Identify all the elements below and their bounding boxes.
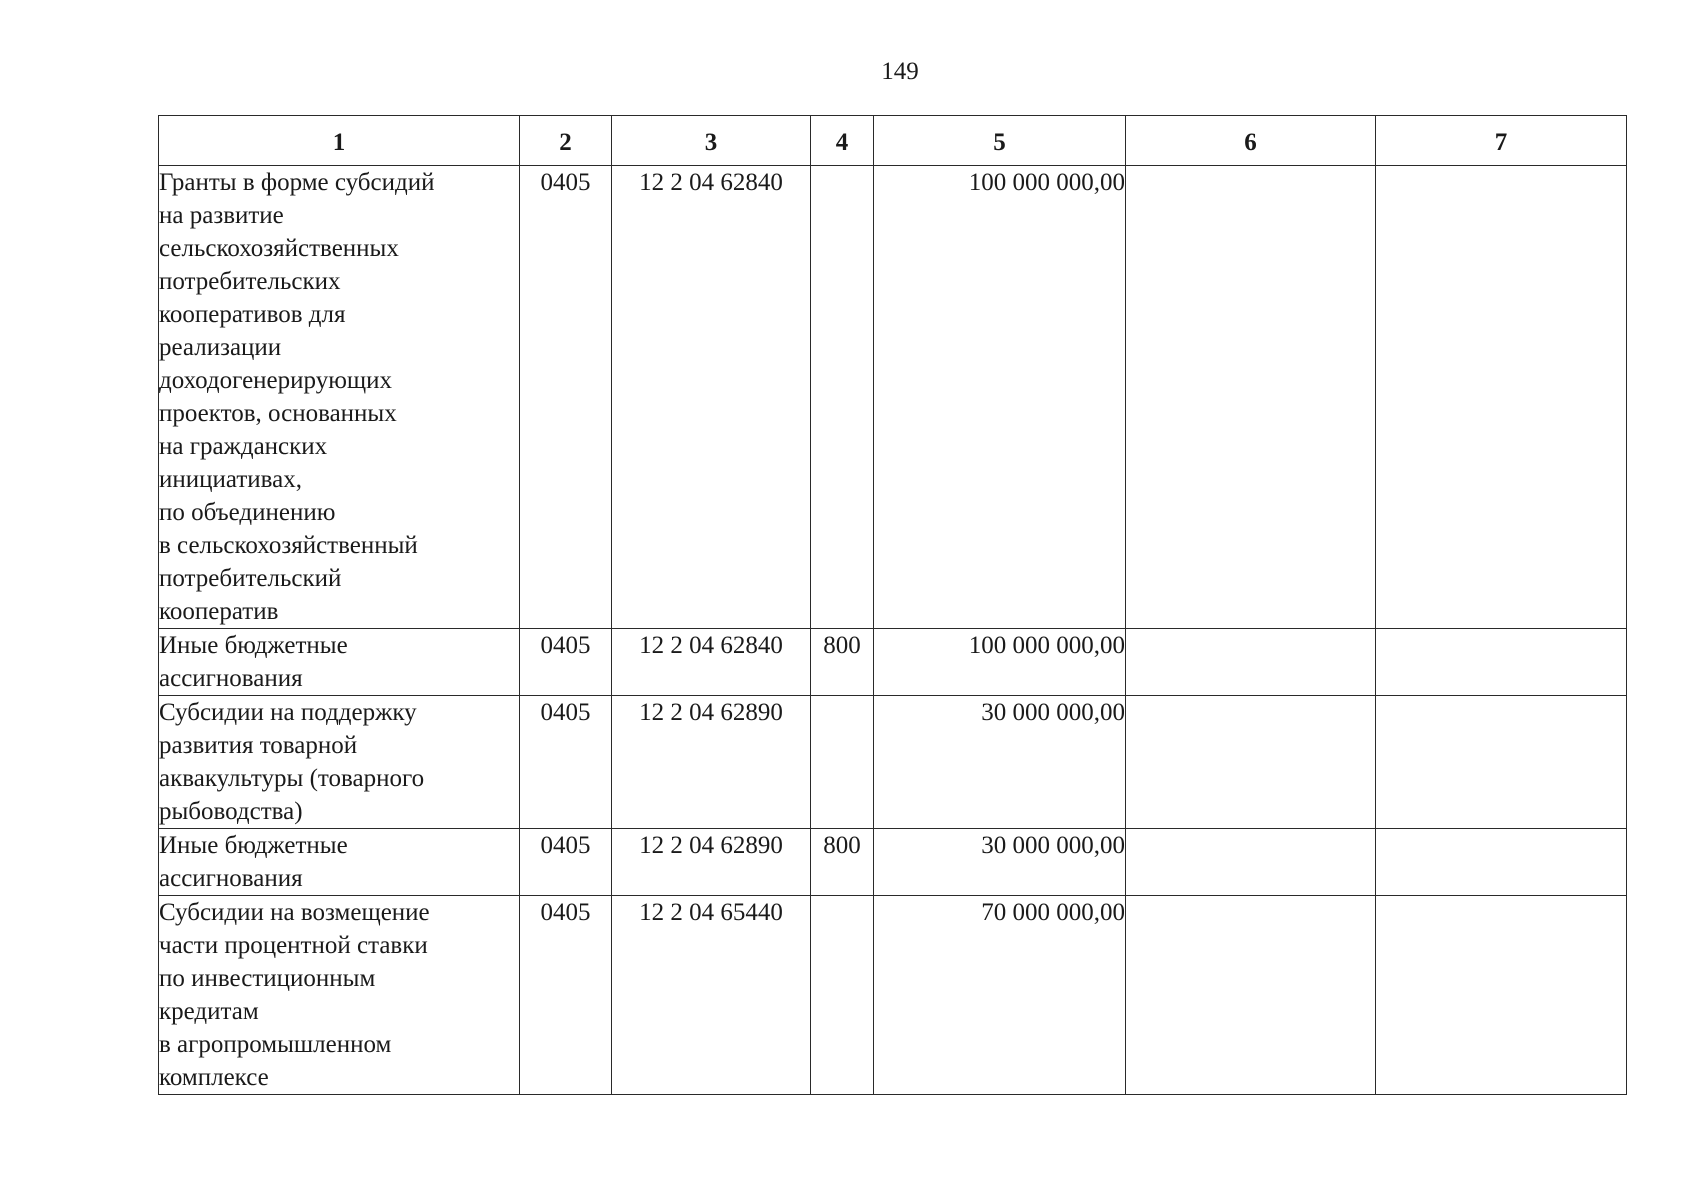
header-col-3: 3 xyxy=(612,116,811,166)
row-section: 0405 xyxy=(520,166,612,629)
row-col6 xyxy=(1126,829,1376,896)
row-section: 0405 xyxy=(520,696,612,829)
table-row xyxy=(159,166,1627,629)
row-name xyxy=(159,829,520,896)
row-name-text: Иные бюджетные ассигнования xyxy=(159,832,348,892)
row-name-text: Гранты в форме субсидий на развитие сельскохозяйственных потребительских кооперативов для реализации доходогенерирующих проектов, основанных на гражданских инициативах, по объединению в сельскохозяйственный потребительский кооператив xyxy=(159,169,435,625)
header-col-1: 1 xyxy=(159,116,520,166)
row-amount: 30 000 000,00 xyxy=(874,696,1126,829)
row-expense-type: 800 xyxy=(811,629,874,696)
row-target: 12 2 04 62840 xyxy=(612,166,811,629)
row-col7 xyxy=(1376,896,1627,1095)
row-col6 xyxy=(1126,896,1376,1095)
row-col6 xyxy=(1126,629,1376,696)
table-row xyxy=(159,629,1627,696)
row-col7 xyxy=(1376,829,1627,896)
row-target: 12 2 04 65440 xyxy=(612,896,811,1095)
row-name xyxy=(159,629,520,696)
row-expense-type xyxy=(811,696,874,829)
row-expense-type xyxy=(811,166,874,629)
row-target: 12 2 04 62840 xyxy=(612,629,811,696)
row-amount: 70 000 000,00 xyxy=(874,896,1126,1095)
header-col-4: 4 xyxy=(811,116,874,166)
table-row xyxy=(159,829,1627,896)
row-amount: 100 000 000,00 xyxy=(874,166,1126,629)
row-section: 0405 xyxy=(520,829,612,896)
row-name-text: Субсидии на возмещение части процентной ставки по инвестиционным кредитам в агропромышленном комплексе xyxy=(159,899,430,1091)
table-row xyxy=(159,696,1627,829)
row-name xyxy=(159,696,520,829)
row-expense-type xyxy=(811,896,874,1095)
row-target: 12 2 04 62890 xyxy=(612,696,811,829)
page-number: 149 xyxy=(881,58,919,85)
row-expense-type: 800 xyxy=(811,829,874,896)
row-col6 xyxy=(1126,166,1376,629)
row-name-text: Субсидии на поддержку развития товарной аквакультуры (товарного рыбоводства) xyxy=(159,699,425,825)
header-col-6: 6 xyxy=(1126,116,1376,166)
row-col7 xyxy=(1376,166,1627,629)
header-col-2: 2 xyxy=(520,116,612,166)
row-section: 0405 xyxy=(520,629,612,696)
row-section: 0405 xyxy=(520,896,612,1095)
header-col-5: 5 xyxy=(874,116,1126,166)
row-target: 12 2 04 62890 xyxy=(612,829,811,896)
header-row xyxy=(159,116,1627,166)
row-name-text: Иные бюджетные ассигнования xyxy=(159,632,348,692)
row-amount: 100 000 000,00 xyxy=(874,629,1126,696)
row-name xyxy=(159,896,520,1095)
row-name xyxy=(159,166,520,629)
row-col7 xyxy=(1376,696,1627,829)
header-col-7: 7 xyxy=(1376,116,1627,166)
row-col6 xyxy=(1126,696,1376,829)
budget-table xyxy=(158,115,1627,1095)
table-row xyxy=(159,896,1627,1095)
row-amount: 30 000 000,00 xyxy=(874,829,1126,896)
row-col7 xyxy=(1376,629,1627,696)
